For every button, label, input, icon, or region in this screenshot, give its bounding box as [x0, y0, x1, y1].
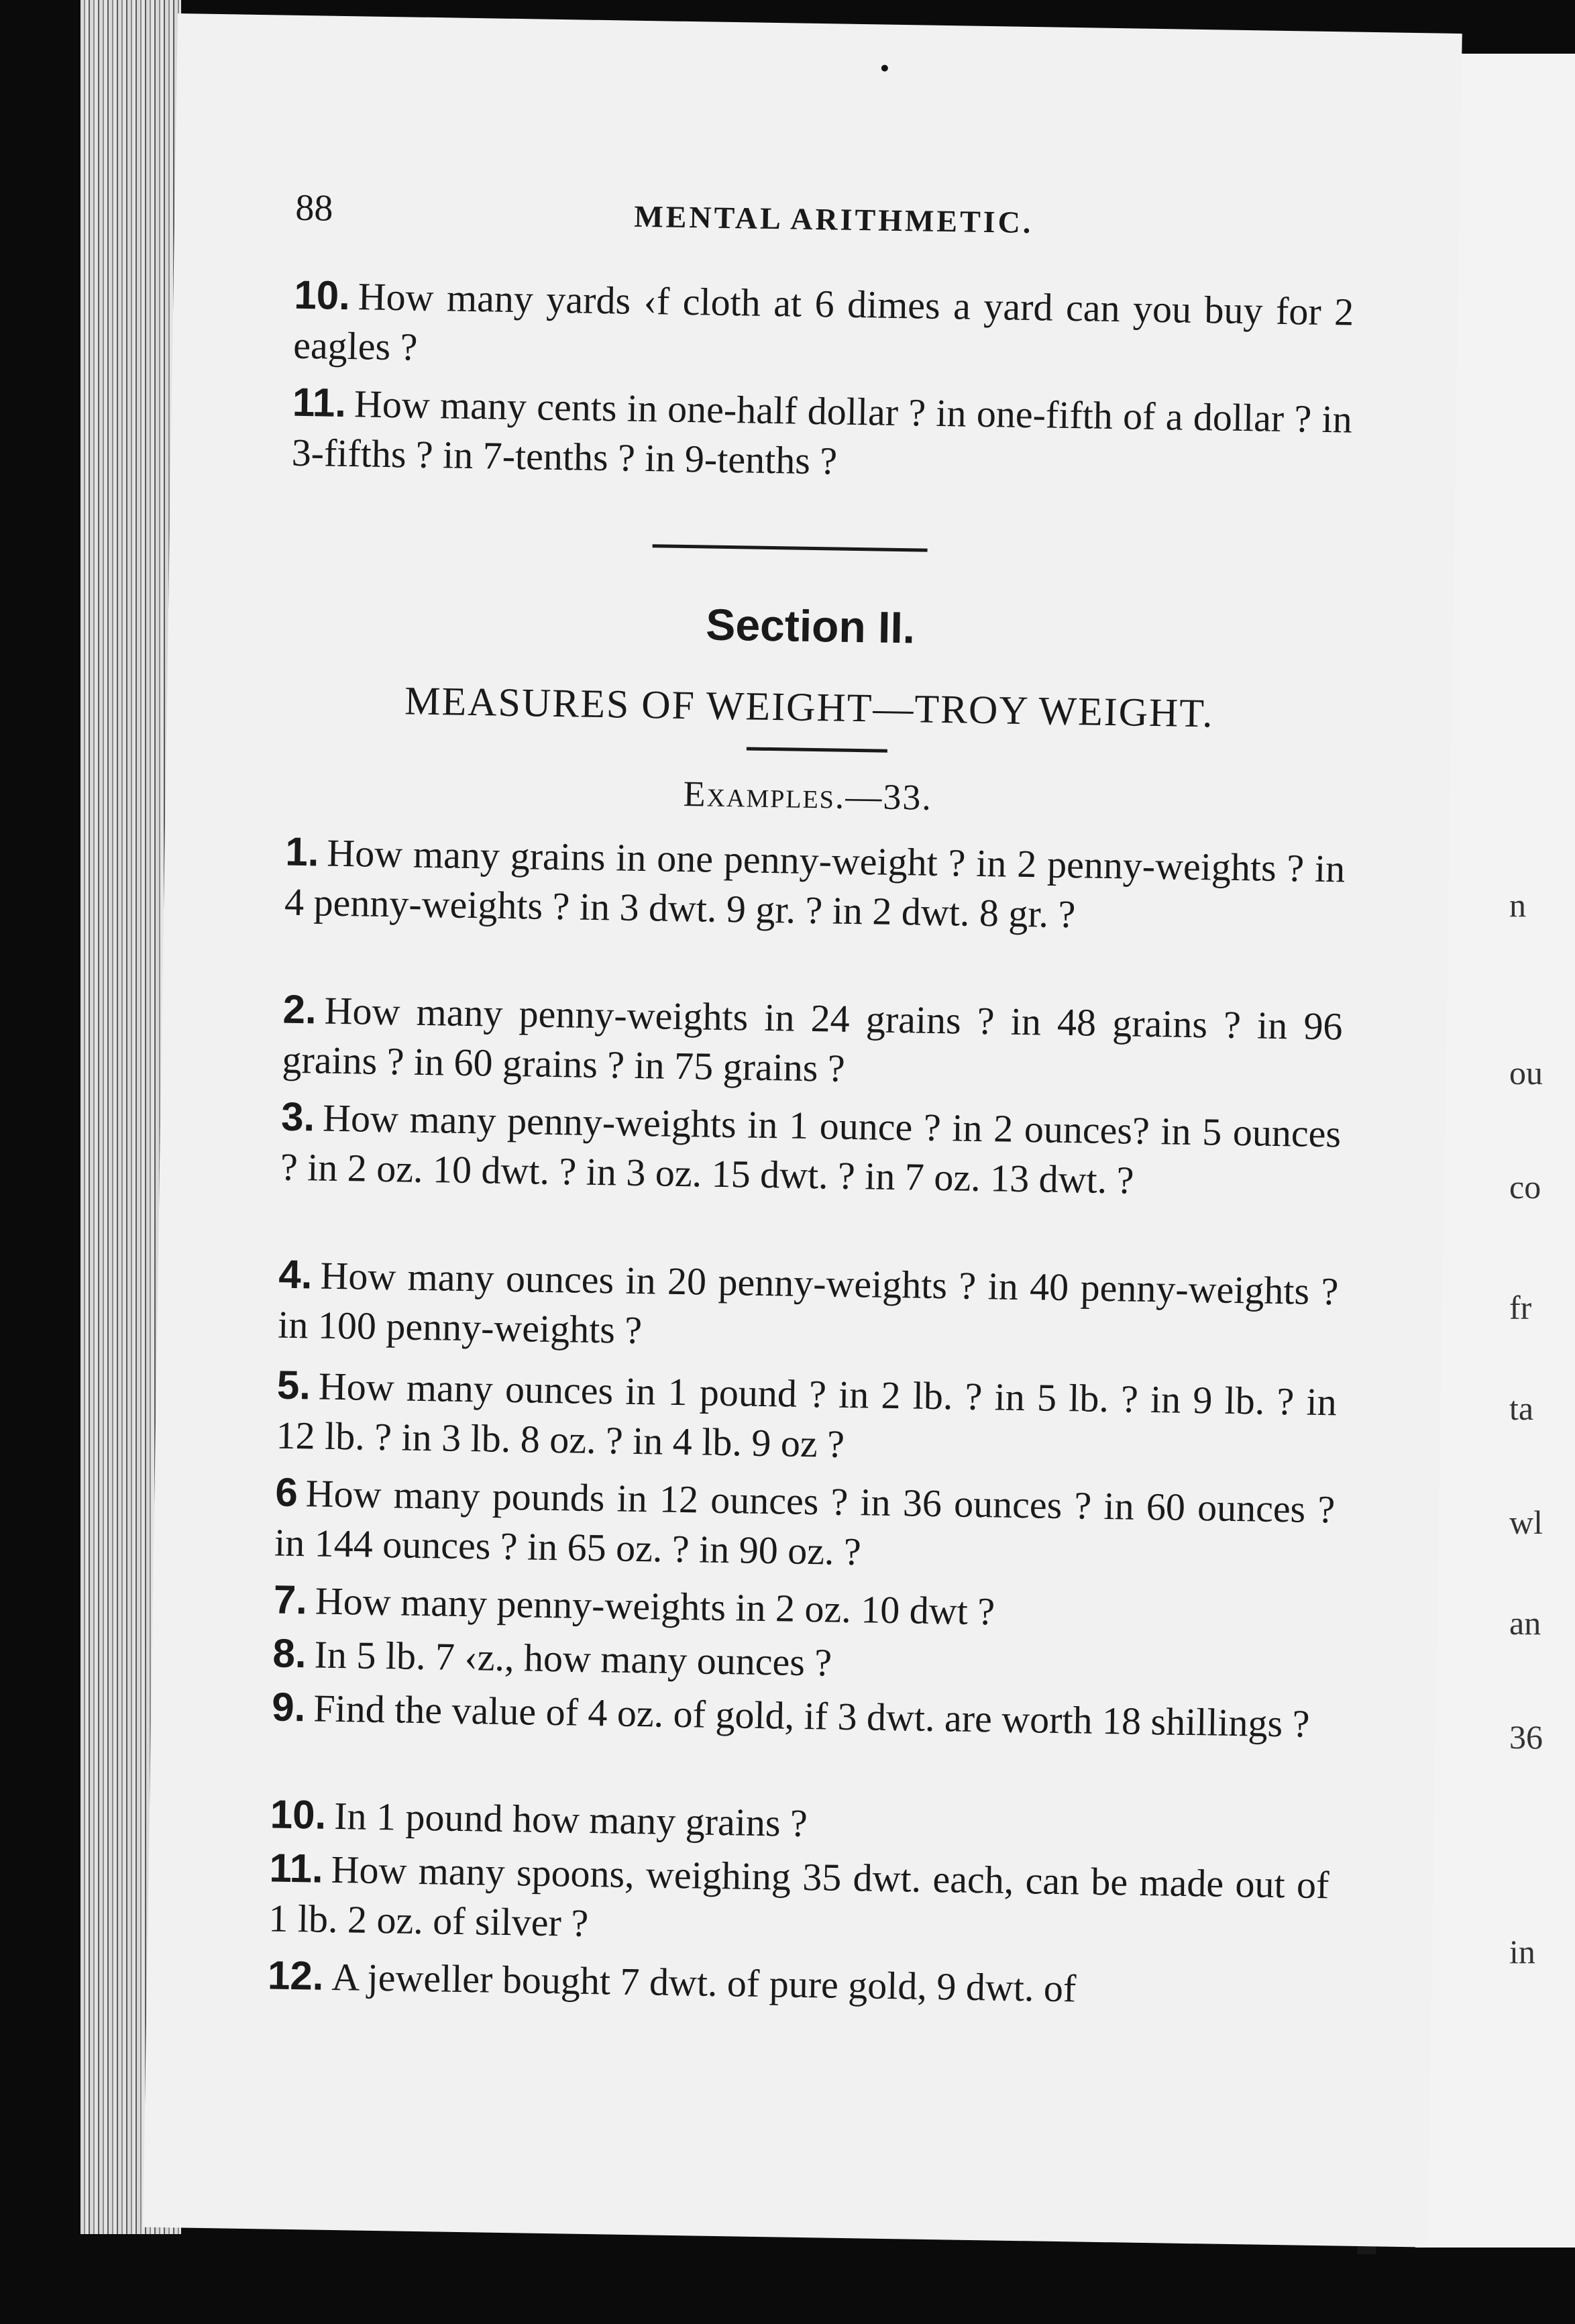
problem-text: How many penny-weights in 1 ounce ? in 2 ounces? in 5 ounces ? in 2 oz. 10 dwt. ? in 3 oz. 15 dwt. ? in 7 oz. 13 dwt. ?	[280, 1096, 1342, 1202]
problem-number: 3.	[280, 1094, 315, 1140]
problem-text: How many cents in one-half dollar ? in one-fifth of a dollar ? in 3-fifths ? in 7-tenths ? in 9-tenths ?	[291, 382, 1353, 483]
facing-page-fragment: in	[1509, 1933, 1535, 1970]
problem-number: 9.	[271, 1684, 306, 1730]
problem-text: How many spoons, weighing 35 dwt. each, can be made out of 1 lb. 2 oz. of silver ?	[268, 1847, 1329, 1945]
examples-heading: Examples.—33.	[683, 773, 933, 818]
problem	[282, 985, 1343, 1102]
problem	[278, 1250, 1339, 1367]
problem-text: In 1 pound how many grains ?	[333, 1793, 808, 1846]
facing-page-fragment: n	[1509, 886, 1526, 924]
problem-text: How many ounces in 1 pound ? in 2 lb. ? in 5 lb. ? in 9 lb. ? in 12 lb. ? in 3 lb. 8 oz. ? in 4 lb. 9 oz ?	[276, 1364, 1338, 1466]
problem	[274, 1468, 1336, 1585]
problem-number: 11.	[269, 1845, 324, 1891]
problem-text: Find the value of 4 oz. of gold, if 3 dwt. are worth 18 shillings ?	[313, 1686, 1310, 1746]
problem-number: 11.	[292, 379, 347, 426]
section-title: Section II.	[705, 599, 916, 653]
subtitle-divider	[747, 747, 887, 752]
page-number: 88	[294, 187, 333, 229]
problem-text: How many pounds in 12 ounces ? in 36 ounces ? in 60 ounces ? in 144 ounces ? in 65 oz. ? in 90 oz. ?	[274, 1471, 1336, 1574]
facing-page-fragment: fr	[1509, 1289, 1532, 1326]
problem-text: A jeweller bought 7 dwt. of pure gold, 9 dwt. of	[331, 1954, 1077, 2011]
facing-page-fragment: wl	[1509, 1503, 1543, 1541]
problem	[268, 1843, 1329, 1960]
problem-number: 7.	[273, 1577, 308, 1623]
problem-number: 1.	[284, 829, 319, 875]
problem-number: 10.	[293, 272, 351, 319]
problem	[267, 1950, 1327, 2017]
problem-text: How many ounces in 20 penny-weights ? in 40 penny-weights ? in 100 penny-weights ?	[277, 1253, 1339, 1353]
problem	[276, 1361, 1337, 1477]
facing-page-fragment: an	[1509, 1604, 1541, 1642]
problem-number: 2.	[282, 986, 317, 1033]
facing-page-fragment: co	[1509, 1168, 1541, 1206]
section-divider	[653, 544, 928, 551]
problem	[280, 1092, 1341, 1209]
facing-page-fragment: 36	[1509, 1718, 1543, 1756]
problem-number: 8.	[272, 1630, 307, 1677]
problem-text: How many grains in one penny-weight ? in 2 penny-weights ? in 4 penny-weights ? in 3 dwt. 9 gr. ? in 2 dwt. 8 gr. ?	[284, 831, 1346, 937]
problem	[291, 378, 1352, 494]
page-header	[295, 187, 1356, 257]
problem-text: How many penny-weights in 2 oz. 10 dwt ?	[315, 1579, 995, 1634]
problem-number: 12.	[267, 1952, 325, 1999]
problem-text: In 5 lb. 7 ‹z., how many ounces ?	[314, 1632, 832, 1685]
facing-page-fragment: ou	[1509, 1054, 1543, 1092]
problem-number: 10.	[270, 1791, 327, 1838]
problem-number: 6	[274, 1469, 298, 1516]
section-subtitle: MEASURES OF WEIGHT—TROY WEIGHT.	[404, 678, 1215, 736]
problem-number: 5.	[276, 1362, 311, 1408]
problem	[284, 827, 1346, 944]
problem-number: 4.	[278, 1251, 313, 1298]
problem	[293, 270, 1354, 387]
facing-page-fragment: ta	[1509, 1389, 1534, 1427]
book-page	[143, 13, 1462, 2248]
print-speck	[881, 64, 888, 71]
problem-text: How many yards ‹f cloth at 6 dimes a yard can you buy for 2 eagles ?	[292, 274, 1354, 369]
problem-text: How many penny-weights in 24 grains ? in 48 grains ? in 96 grains ? in 60 grains ? in 75 grains ?	[282, 988, 1344, 1090]
running-head: MENTAL ARITHMETIC.	[633, 199, 1034, 240]
